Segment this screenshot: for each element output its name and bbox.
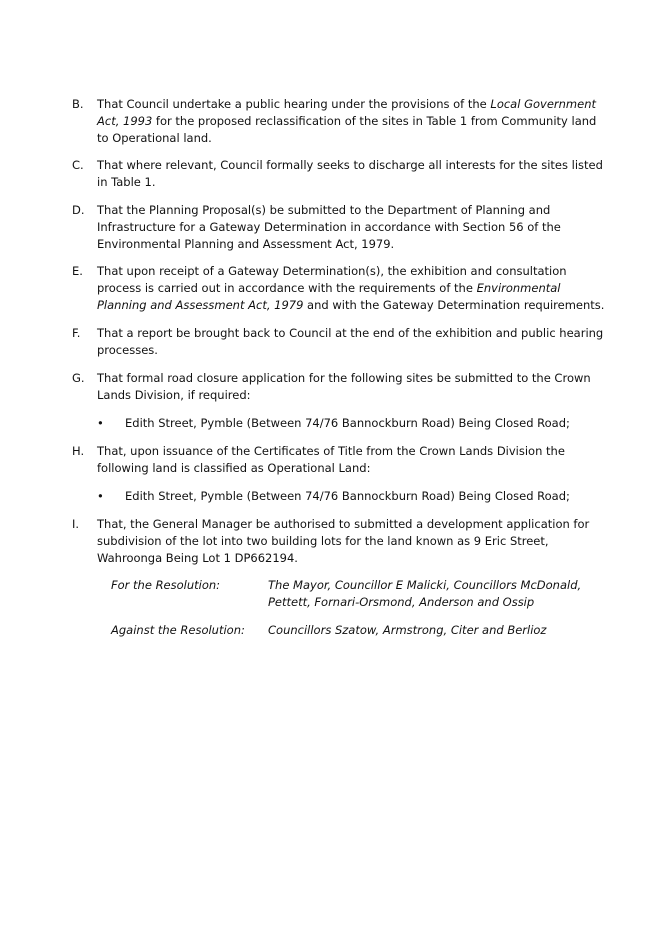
vote-for-names: The Mayor, Councillor E Malicki, Councillors McDonald, Pettett, Fornari-Orsmond, Anderson and Ossip (268, 578, 582, 609)
resolution-item-e (72, 263, 612, 314)
bullet-text: Edith Street, Pymble (Between 74/76 Bannockburn Road) Being Closed Road; (125, 416, 570, 430)
item-text: That the Planning Proposal(s) be submitted to the Department of Planning and Infrastructure for a Gateway Determination in accordance with Section 56 of the Environmental Planning and Assessment Act, 1979. (97, 203, 561, 251)
bullet-icon: • (97, 416, 104, 430)
bullet-item-g (97, 415, 597, 432)
item-text: That, the General Manager be authorised to submitted a development application for subdivision of the lot into two building lots for the land known as 9 Eric Street, Wahroonga Being Lot 1 DP662194. (97, 517, 590, 565)
bullet-item-h (97, 488, 597, 505)
item-text: That a report be brought back to Council at the end of the exhibition and public hearing processes. (97, 326, 604, 357)
resolution-item-b (72, 96, 612, 147)
item-text: That upon receipt of a Gateway Determination(s), the exhibition and consultation process is carried out in accordance with the requirements of the Environmental Planning and Assessment Act, 1979 and with the Gateway Determination requirements. (97, 264, 605, 312)
vote-against-names: Councillors Szatow, Armstrong, Citer and Berlioz (268, 623, 547, 637)
vote-for-row (111, 577, 591, 611)
item-letter: H. (72, 444, 85, 458)
item-letter: D. (72, 203, 85, 217)
item-letter: B. (72, 97, 84, 111)
resolution-item-h (72, 443, 612, 477)
item-letter: E. (72, 264, 83, 278)
item-letter: G. (72, 371, 85, 385)
resolution-item-i (72, 516, 612, 567)
vote-against-row (111, 622, 591, 639)
item-text: That formal road closure application for the following sites be submitted to the Crown Lands Division, if required: (97, 371, 591, 402)
act-title-italic: Environmental Planning and Assessment Act, 1979 (97, 281, 561, 312)
item-letter: I. (72, 517, 80, 531)
item-letter: C. (72, 158, 84, 172)
resolution-item-g (72, 370, 612, 404)
bullet-icon: • (97, 489, 104, 503)
vote-against-label: Against the Resolution: (111, 623, 245, 637)
act-title-italic: Local Government Act, 1993 (97, 97, 596, 128)
item-letter: F. (72, 326, 81, 340)
item-text: That where relevant, Council formally seeks to discharge all interests for the sites listed in Table 1. (97, 158, 603, 189)
resolution-item-d (72, 202, 612, 253)
bullet-text: Edith Street, Pymble (Between 74/76 Bannockburn Road) Being Closed Road; (125, 489, 570, 503)
item-text: That Council undertake a public hearing under the provisions of the Local Government Act, 1993 for the proposed reclassification of the sites in Table 1 from Community land to Operational land. (97, 97, 597, 145)
item-text: That, upon issuance of the Certificates of Title from the Crown Lands Division the following land is classified as Operational Land: (97, 444, 565, 475)
resolution-item-c (72, 157, 612, 191)
resolution-item-f (72, 325, 612, 359)
vote-for-label: For the Resolution: (111, 578, 221, 592)
